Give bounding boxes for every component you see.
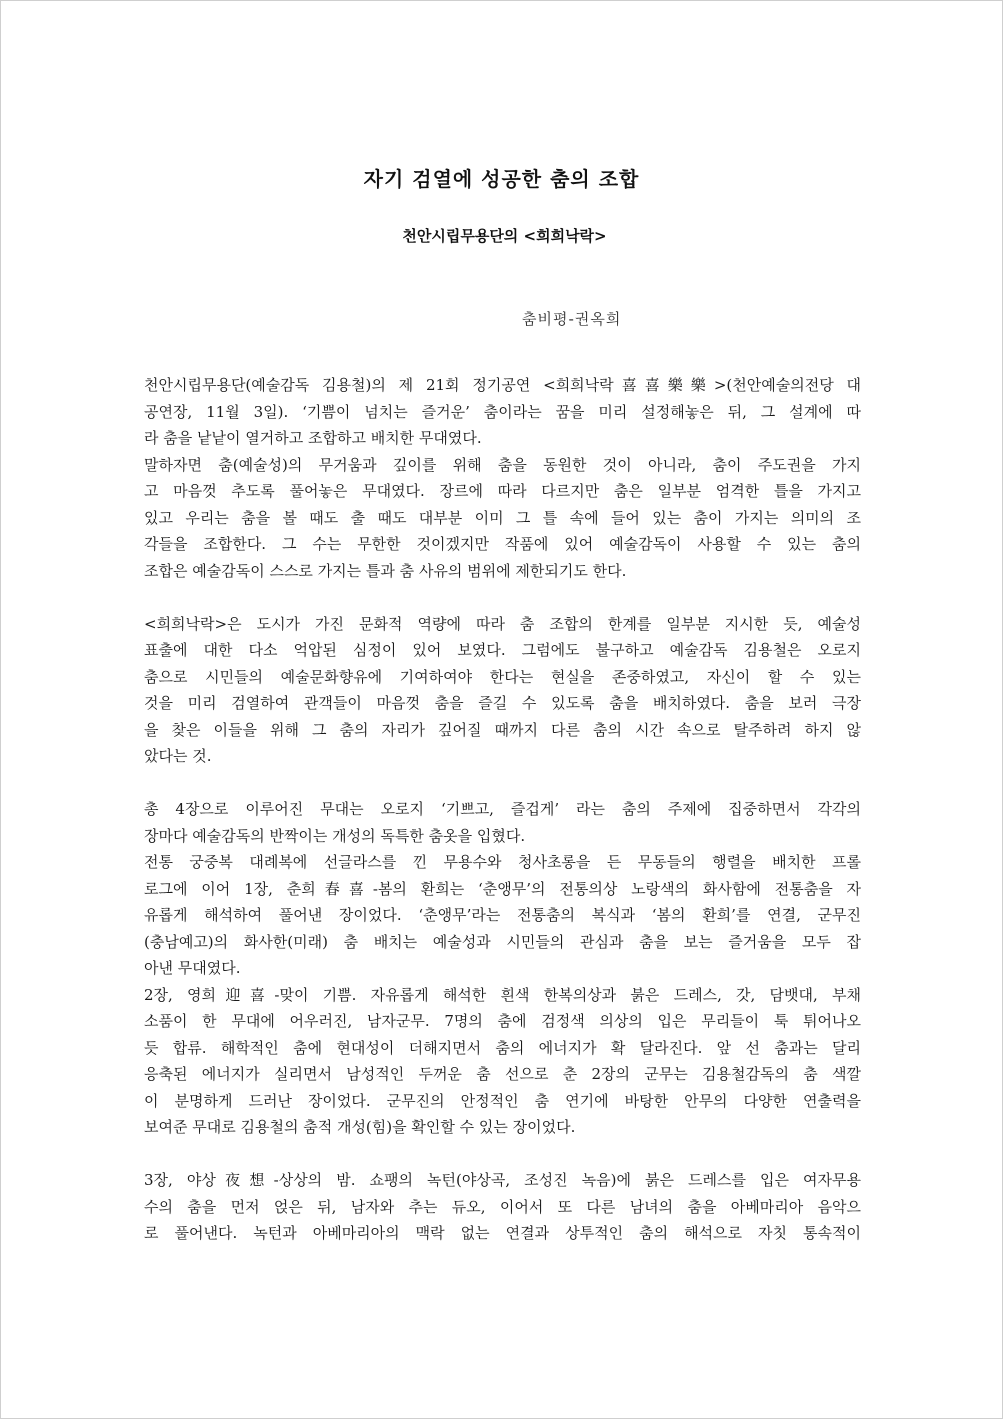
- text-line: 로 풀어낸다. 녹턴과 아베마리아의 맥락 없는 연결과 상투적인 춤의 해석으로 자칫 통속적이: [144, 1224, 861, 1242]
- text-line: 전통 궁중복 대례복에 선글라스를 낀 무용수와 청사초롱을 든 무동들의 행렬을 배치한 프롤: [144, 853, 861, 871]
- text-line: 2장, 영희迎喜-맞이 기쁨. 자유롭게 해석한 흰색 한복의상과 붉은 드레스, 갓, 담뱃대, 부채: [144, 985, 861, 1004]
- text-line: 수의 춤을 먼저 얹은 뒤, 남자와 추는 듀오, 이어서 또 다른 남녀의 춤을 아베마리아 음악으: [144, 1197, 861, 1216]
- paragraph: [144, 372, 861, 452]
- text-line: 표출에 대한 다소 억압된 심정이 있어 보였다. 그럼에도 불구하고 예술감독 김용철은 오로지: [144, 641, 861, 659]
- text-line: 조합은 예술감독이 스스로 가지는 틀과 춤 사유의 범위에 제한되기도 한다.: [144, 561, 627, 580]
- paragraph: [144, 849, 861, 982]
- text-line: 3장, 야상夜想-상상의 밤. 쇼팽의 녹턴(야상곡, 조성진 녹음)에 붉은 드레스를 입은 여자무용: [144, 1171, 861, 1189]
- text-line: 총 4장으로 이루어진 무대는 오로지 ‘기쁘고, 즐겁게’ 라는 춤의 주제에 집중하면서 각각의: [144, 800, 861, 818]
- paragraph: [144, 1167, 861, 1247]
- document-subtitle: 천안시립무용단의 <희희낙락>: [402, 227, 607, 245]
- text-line: 을 찾은 이들을 위해 그 춤의 자리가 깊어질 때까지 다른 춤의 시간 속으로 탈주하려 하지 않: [144, 720, 861, 739]
- text-line: 고 마음껏 추도록 풀어놓은 무대였다. 장르에 따라 다르지만 춤은 일부분 엄격한 틀을 가지고: [144, 482, 861, 500]
- paragraph-spacer: [144, 770, 861, 797]
- paragraph: [144, 611, 861, 770]
- text-line: 보여준 무대로 김용철의 춤적 개성(힘)을 확인할 수 있는 장이었다.: [144, 1118, 576, 1136]
- text-line: 각들을 조합한다. 그 수는 무한한 것이겠지만 작품에 있어 예술감독이 사용할 수 있는 춤의: [144, 535, 861, 553]
- text-line: 라 춤을 낱낱이 열거하고 조합하고 배치한 무대였다.: [144, 429, 482, 447]
- text-line: 로그에 이어 1장, 춘희春喜-봄의 환희는 ‘춘앵무’의 전통의상 노랑색의 화사함에 전통춤을 자: [144, 879, 861, 898]
- text-line: 공연장, 11월 3일). ‘기쁨이 넘치는 즐거운’ 춤이라는 꿈을 미리 설정해놓은 뒤, 그 설계에 따: [144, 402, 861, 421]
- paragraph: [144, 452, 861, 585]
- text-line: 소품이 한 무대에 어우러진, 남자군무. 7명의 춤에 검정색 의상의 입은 무리들이 툭 튀어나오: [144, 1012, 861, 1030]
- article-body: [144, 372, 861, 1247]
- text-line: 춤으로 시민들의 예술문화향유에 기여하여야 한다는 현실을 존중하였고, 자신이 할 수 있는: [144, 667, 861, 686]
- paragraph: [144, 982, 861, 1141]
- text-line: 이 분명하게 드러난 장이었다. 군무진의 안정적인 춤 연기에 바탕한 안무의 다양한 연출력을: [144, 1091, 861, 1110]
- text-line: 있고 우리는 춤을 볼 때도 출 때도 대부분 이미 그 틀 속에 들어 있는 춤이 가지는 의미의 조: [144, 508, 861, 527]
- text-line: 천안시립무용단(예술감독 김용철)의 제 21회 정기공연 <희희낙락喜喜樂樂>(천안예술의전당 대: [144, 376, 861, 394]
- text-line: 아낸 무대였다.: [144, 959, 241, 977]
- document-title: 자기 검열에 성공한 춤의 조합: [363, 167, 640, 191]
- byline: 춤비평-권옥희: [522, 310, 622, 328]
- paragraph-spacer: [144, 584, 861, 611]
- text-line: 듯 합류. 해학적인 춤에 현대성이 더해지면서 춤의 에너지가 확 달라진다. 앞 선 춤과는 달리: [144, 1038, 861, 1057]
- text-line: 것을 미리 검열하여 관객들이 마음껏 춤을 즐길 수 있도록 춤을 배치하였다. 춤을 보러 극장: [144, 694, 861, 712]
- text-line: (충남예고)의 화사한(미래) 춤 배치는 예술성과 시민들의 관심과 춤을 보는 즐거움을 모두 잡: [144, 932, 861, 951]
- text-line: <희희낙락>은 도시가 가진 문화적 역량에 따라 춤 조합의 한계를 일부분 지시한 듯, 예술성: [144, 614, 861, 633]
- text-line: 장마다 예술감독의 반짝이는 개성의 독특한 춤옷을 입혔다.: [144, 826, 526, 845]
- paragraph-spacer: [144, 1141, 861, 1168]
- text-line: 유롭게 해석하여 풀어낸 장이었다. ‘춘앵무’라는 전통춤의 복식과 ‘봄의 환희’를 연결, 군무진: [144, 906, 861, 924]
- text-line: 응축된 에너지가 실리면서 남성적인 두꺼운 춤 선으로 춘 2장의 군무는 김용철감독의 춤 색깔: [144, 1065, 861, 1083]
- text-line: 았다는 것.: [144, 747, 212, 765]
- paragraph: [144, 796, 861, 849]
- text-line: 말하자면 춤(예술성)의 무거움과 깊이를 위해 춤을 동원한 것이 아니라, 춤이 주도권을 가지: [144, 455, 861, 474]
